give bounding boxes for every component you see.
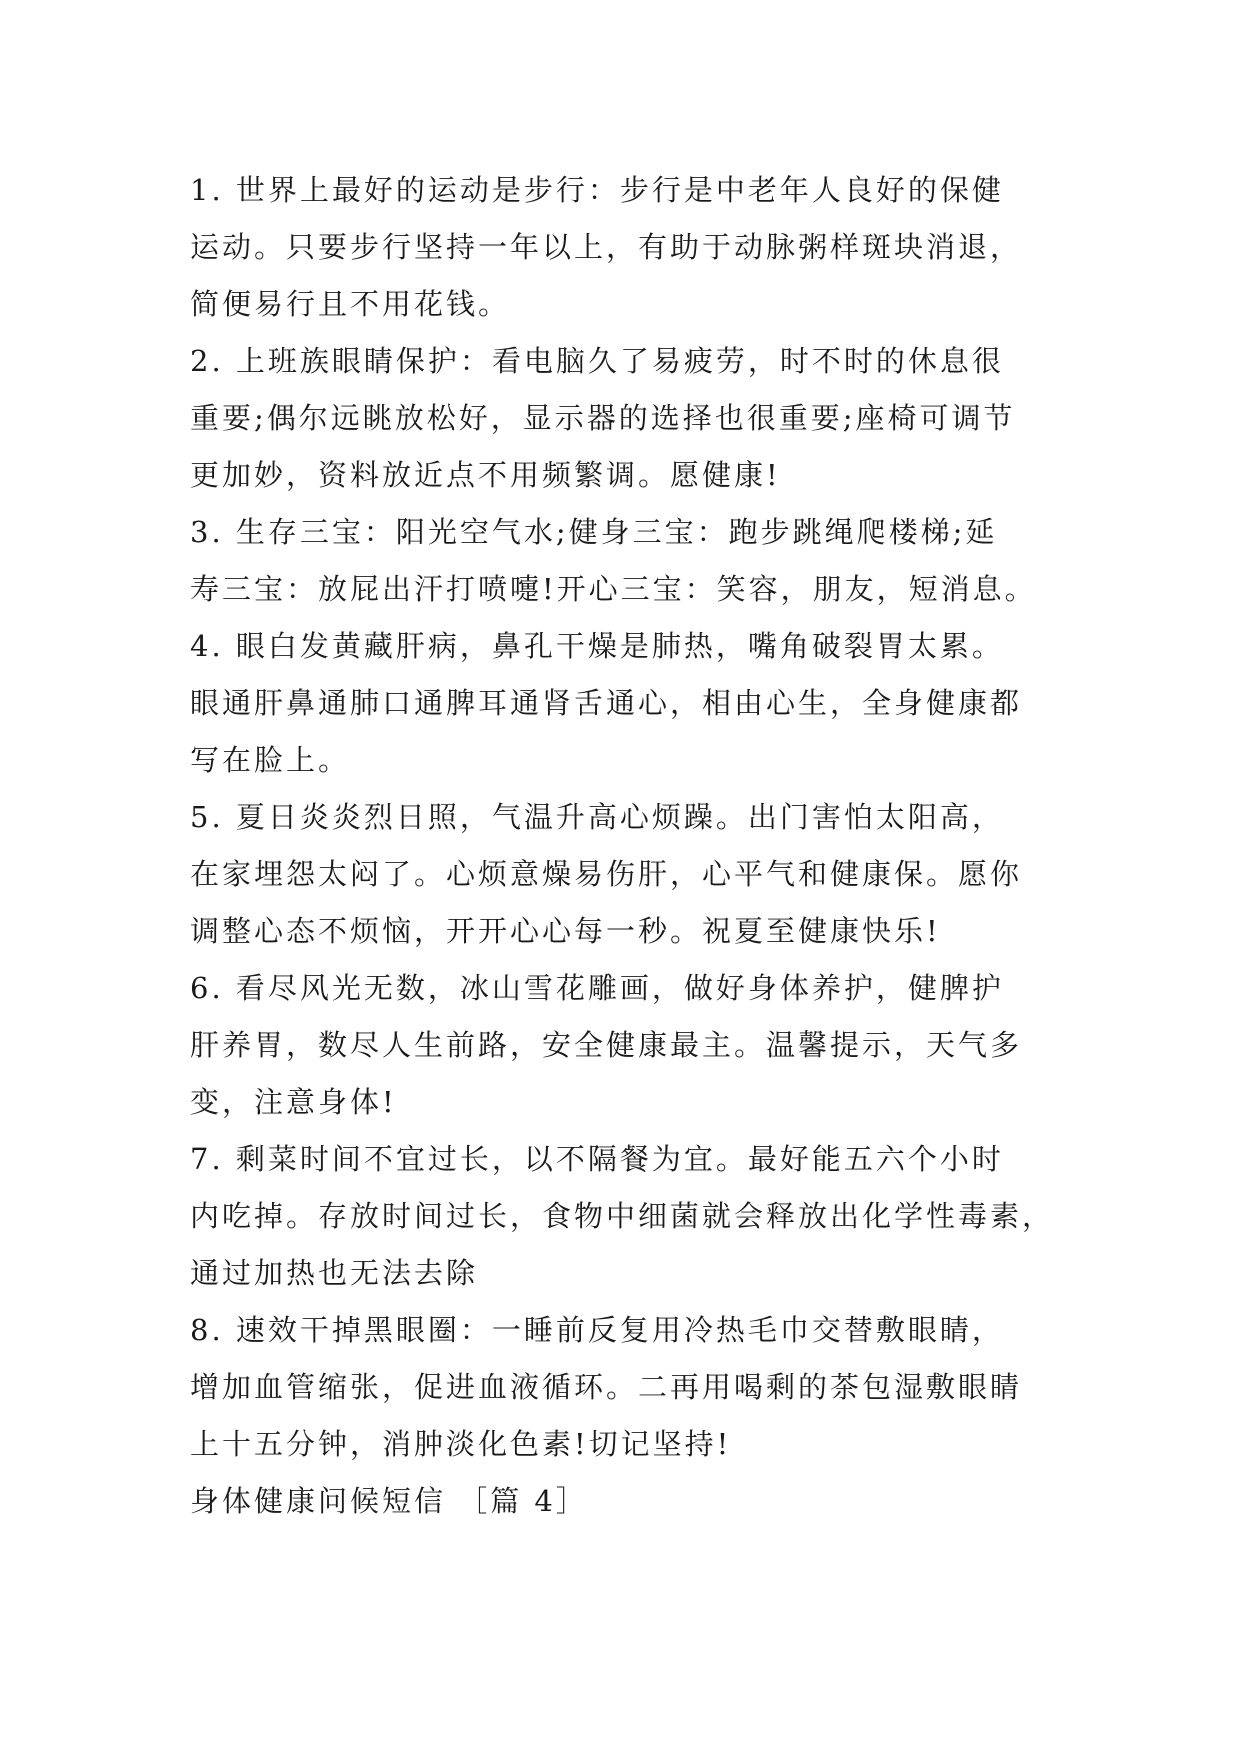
text-line: 上十五分钟，消肿淡化色素!切记坚持! — [190, 1427, 732, 1461]
text-line: 调整心态不烦恼，开开心心每一秒。祝夏至健康快乐! — [190, 914, 941, 948]
text-line: 通过加热也无法去除 — [190, 1256, 479, 1290]
text-line: 寿三宝：放屁出汗打喷嚏!开心三宝：笑容，朋友，短消息。 — [190, 572, 1037, 606]
text-line: 5. 夏日炎炎烈日照，气温升高心烦躁。出门害怕太阳高， — [190, 800, 1004, 834]
text-line: 简便易行且不用花钱。 — [190, 287, 511, 321]
list-item-5 — [190, 789, 1090, 960]
text-line: 1. 世界上最好的运动是步行：步行是中老年人良好的保健 — [190, 173, 1004, 207]
text-line: 运动。只要步行坚持一年以上，有助于动脉粥样斑块消退， — [190, 230, 1023, 264]
list-item-8 — [190, 1302, 1090, 1473]
list-item-1 — [190, 162, 1090, 333]
text-line: 眼通肝鼻通肺口通脾耳通肾舌通心，相由心生，全身健康都 — [190, 686, 1023, 720]
section-heading: 身体健康问候短信 ［篇 4］ — [190, 1484, 588, 1518]
list-item-7 — [190, 1131, 1090, 1302]
list-item-6 — [190, 960, 1090, 1131]
text-line: 6. 看尽风光无数，冰山雪花雕画，做好身体养护，健脾护 — [190, 971, 1004, 1005]
text-line: 变，注意身体! — [190, 1085, 397, 1119]
document-body — [190, 162, 1090, 1530]
text-line: 在家埋怨太闷了。心烦意燥易伤肝，心平气和健康保。愿你 — [190, 857, 1023, 891]
text-line: 内吃掉。存放时间过长，食物中细菌就会释放出化学性毒素， — [190, 1199, 1055, 1233]
text-line: 肝养胃，数尽人生前路，安全健康最主。温馨提示，天气多 — [190, 1028, 1023, 1062]
list-item-4 — [190, 618, 1090, 789]
text-line: 3. 生存三宝：阳光空气水;健身三宝：跑步跳绳爬楼梯;延 — [190, 515, 998, 549]
text-line: 增加血管缩张，促进血液循环。二再用喝剩的茶包湿敷眼睛 — [190, 1370, 1023, 1404]
text-line: 7. 剩菜时间不宜过长，以不隔餐为宜。最好能五六个小时 — [190, 1142, 1004, 1176]
list-item-2 — [190, 333, 1090, 504]
text-line: 写在脸上。 — [190, 743, 351, 777]
text-line: 2. 上班族眼睛保护：看电脑久了易疲劳，时不时的休息很 — [190, 344, 1004, 378]
text-line: 重要;偶尔远眺放松好，显示器的选择也很重要;座椅可调节 — [190, 401, 1016, 435]
list-item-3 — [190, 504, 1090, 618]
text-line: 更加妙，资料放近点不用频繁调。愿健康! — [190, 458, 781, 492]
text-line: 8. 速效干掉黑眼圈：一睡前反复用冷热毛巾交替敷眼睛， — [190, 1313, 1004, 1347]
text-line: 4. 眼白发黄藏肝病，鼻孔干燥是肺热，嘴角破裂胃太累。 — [190, 629, 1004, 663]
